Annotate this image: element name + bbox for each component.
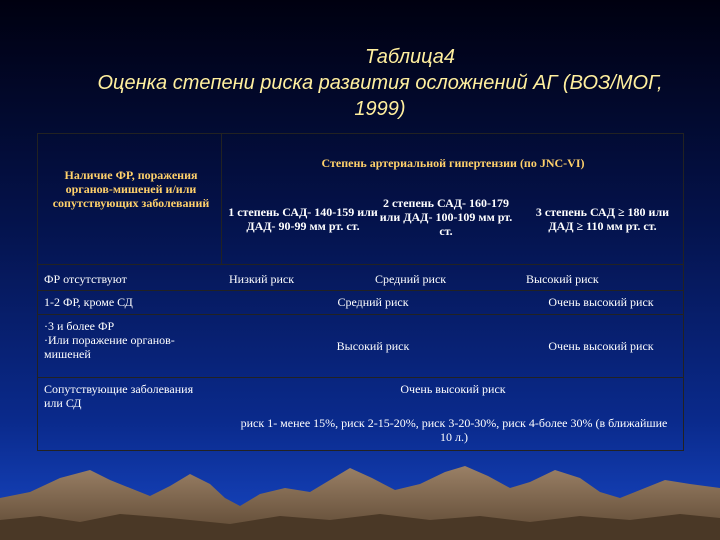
row-label-no-rf: ФР отсутствуют (44, 272, 127, 286)
divider (38, 314, 683, 315)
footnote: риск 1- менее 15%, риск 2-15-20%, риск 3-20-30%, риск 4-более 30% (в ближайшие 10 л.) (240, 416, 668, 444)
risk-cell: Средний риск (337, 295, 409, 309)
row-label-line: ·Или поражение органов-мишеней (44, 333, 175, 361)
title-line-1: Таблица4 (364, 46, 456, 68)
risk-cell: Очень высокий риск (400, 382, 506, 396)
degree-1-header: 1 степень САД- 140-159 или ДАД- 90-99 мм рт. ст. (228, 205, 378, 233)
mountains-decoration (0, 458, 720, 540)
risk-table (37, 133, 684, 451)
divider (38, 264, 683, 265)
risk-cell: Средний риск (375, 272, 447, 286)
risk-cell: Высокий риск (336, 339, 410, 353)
divider (38, 377, 683, 378)
title-line-2: Оценка степени риска развития осложнений АГ (ВОЗ/МОГ, (97, 72, 663, 94)
degree-3-header: 3 степень САД ≥ 180 или ДАД ≥ 110 мм рт. ст. (535, 205, 670, 233)
risk-cell: Низкий риск (229, 272, 295, 286)
row-label-comorbid: Сопутствующие заболевания или СД (44, 382, 194, 410)
risk-cell: Очень высокий риск (548, 295, 654, 309)
group-header: Степень артериальной гипертензии (по JNC-VI) (321, 156, 585, 170)
row-label-line: ·3 и более ФР (44, 319, 115, 333)
degree-2-header: 2 степень САД- 160-179 или ДАД- 100-109 мм рт. ст. (379, 196, 513, 238)
risk-cell: Очень высокий риск (548, 339, 654, 353)
divider (38, 290, 683, 291)
title-line-3: 1999) (354, 98, 406, 120)
corner-header: Наличие ФР, поражения органов-мишеней и/или сопутствующих заболеваний (52, 168, 210, 210)
divider (221, 134, 222, 264)
risk-cell: Высокий риск (526, 272, 599, 286)
slide-title (60, 44, 700, 122)
row-label-1-2-rf: 1-2 ФР, кроме СД (44, 295, 133, 309)
row-label-3-rf (44, 319, 219, 361)
